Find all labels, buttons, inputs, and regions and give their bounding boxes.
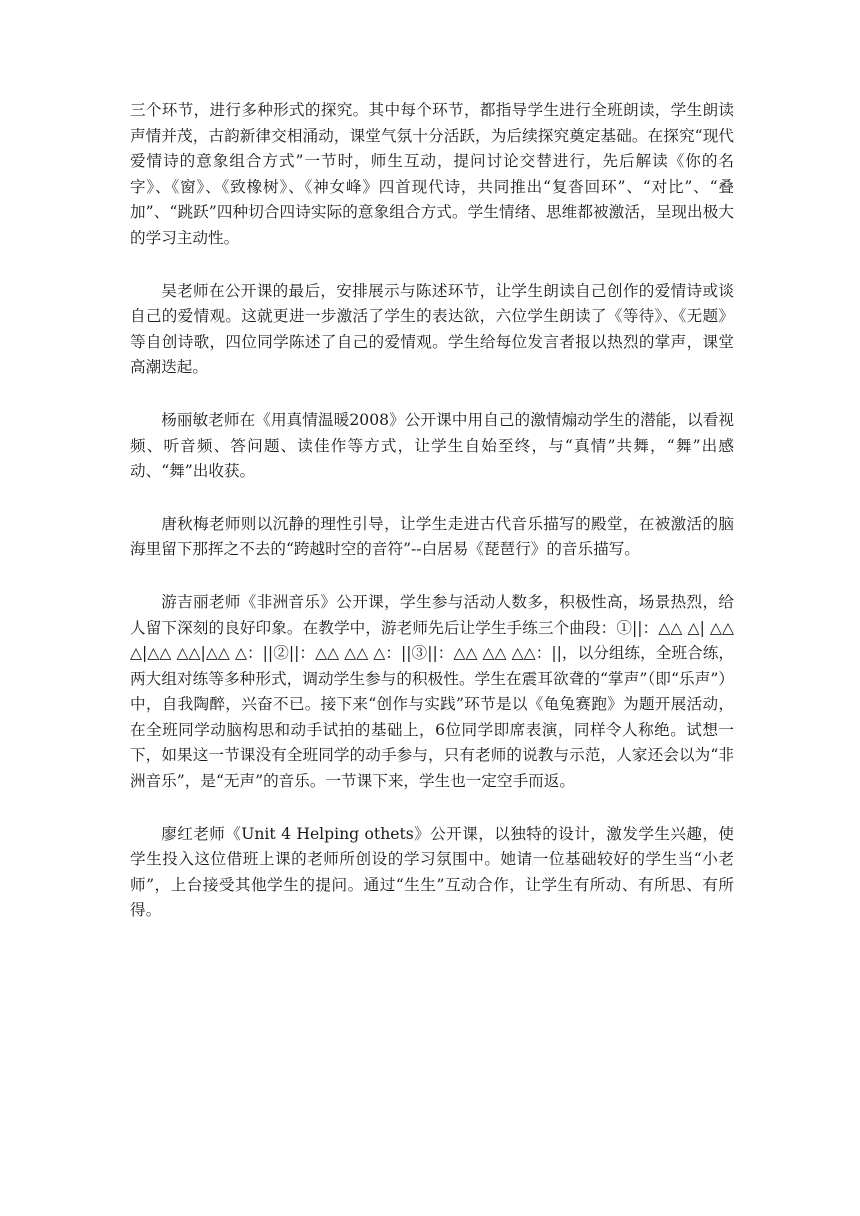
paragraph-tang-teacher: 唐秋梅老师则以沉静的理性引导，让学生走进古代音乐描写的殿堂，在被激活的脑海里留下那挥之不去的“跨越时空的音符”--白居易《琵琶行》的音乐描写。 <box>130 514 734 559</box>
paragraph-you-teacher: 游吉丽老师《非洲音乐》公开课，学生参与活动人数多，积极性高，场景热烈，给人留下深刻的良好印象。在教学中，游老师先后让学生手练三个曲段：①||：△△ △| △△ △|△△ △△|△△ △：||②||：△△ △△ △：||③||：△△ △△ △△：||，以分组练，全班合练，两大组对练等多种形式，调动学生参与的积极性。学生在震耳欲聋的“掌声”（即“乐声”）中，自我陶醉，兴奋不已。接下来“创作与实践”环节是以《龟兔赛跑》为题开展活动，在全班同学动脑构思和动手试拍的基础上，6位同学即席表演，同样令人称绝。试想一下，如果这一节课没有全班同学的动手参与，只有老师的说教与示范，人家还会以为“非洲音乐”，是“无声”的音乐。一节课下来，学生也一定空手而返。 <box>130 592 734 791</box>
paragraph-yang-teacher: 杨丽敏老师在《用真情温暖2008》公开课中用自己的激情煽动学生的潜能，以看视频、听音频、答问题、读佳作等方式，让学生自始至终，与“真情”共舞，“舞”出感动、“舞”出收获。 <box>130 410 734 481</box>
paragraph-gap <box>130 795 734 822</box>
paragraph-gap <box>130 381 734 408</box>
paragraph-gap <box>130 485 734 512</box>
paragraph-gap <box>130 252 734 279</box>
paragraph-gap <box>130 563 734 590</box>
document-page <box>130 98 734 924</box>
paragraph-wu-teacher: 吴老师在公开课的最后，安排展示与陈述环节，让学生朗读自己创作的爱情诗或谈自己的爱情观。这就更进一步激活了学生的表达欲，六位学生朗读了《等待》、《无题》等自创诗歌，四位同学陈述了自己的爱情观。学生给每位发言者报以热烈的掌声，课堂高潮迭起。 <box>130 281 734 377</box>
paragraph-liao-teacher: 廖红老师《Unit 4 Helping othets》公开课，以独特的设计，激发学生兴趣，使学生投入这位借班上课的老师所创设的学习氛围中。她请一位基础较好的学生当“小老师”，上台接受其他学生的提问。通过“生生”互动合作，让学生有所动、有所思、有所得。 <box>130 824 734 920</box>
paragraph-inquiry-stages: 三个环节，进行多种形式的探究。其中每个环节，都指导学生进行全班朗读，学生朗读声情并茂，古韵新律交相涌动，课堂气氛十分活跃，为后续探究奠定基础。在探究“现代爱情诗的意象组合方式”一节时，师生互动，提问讨论交替进行，先后解读《你的名字》、《窗》、《致橡树》、《神女峰》四首现代诗，共同推出“复沓回环”、“对比”、“叠加”、“跳跃”四种切合四诗实际的意象组合方式。学生情绪、思维都被激活，呈现出极大的学习主动性。 <box>130 101 734 247</box>
